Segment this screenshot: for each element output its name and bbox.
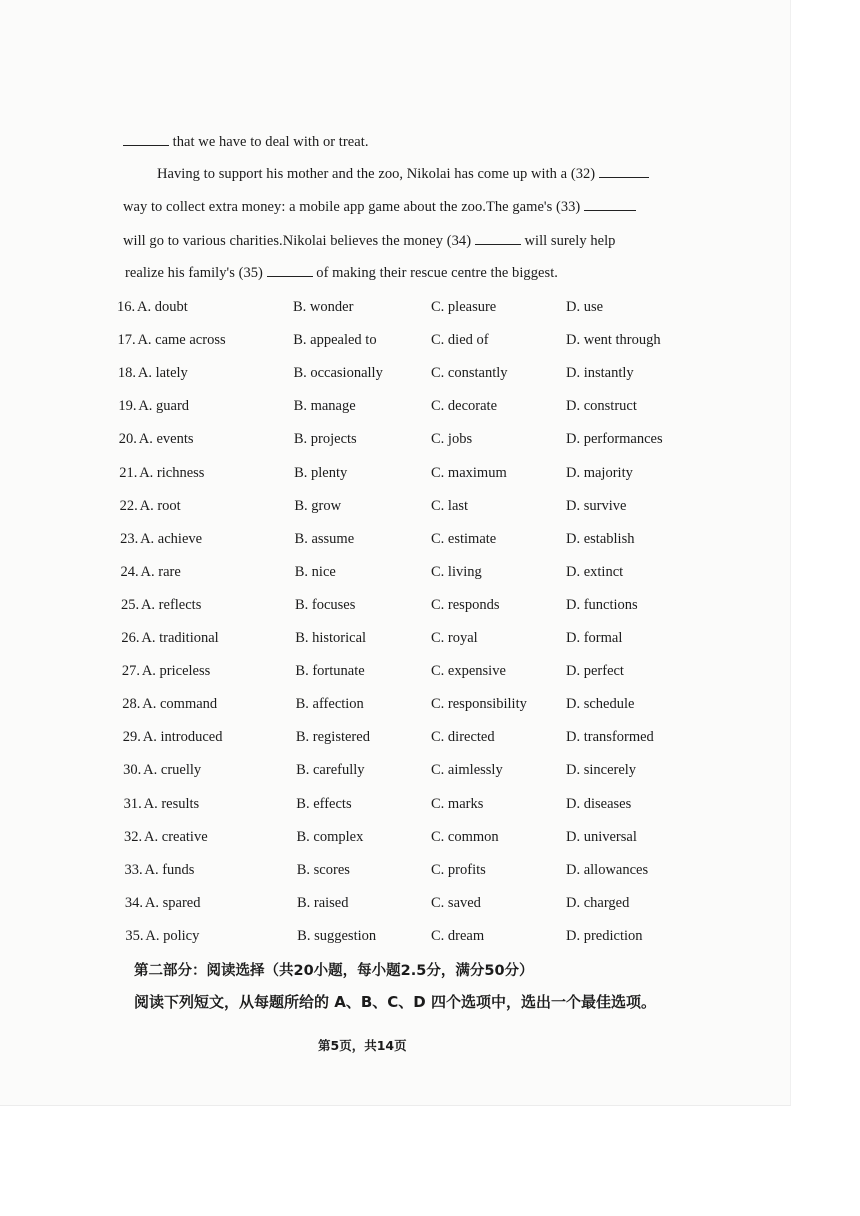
option-d: D. construct	[566, 398, 637, 415]
option-b: B. occasionally	[293, 365, 383, 382]
answer-blank-32	[599, 167, 649, 178]
passage-line-3-text: way to collect extra money: a mobile app game about the zoo.The game's	[123, 199, 553, 215]
section-instruction: 阅读下列短文，从每题所给的 A、B、C、D 四个选项中，选出一个最佳选项。	[134, 993, 656, 1011]
question-row	[0, 630, 760, 652]
option-c: C. jobs	[431, 431, 473, 448]
question-number: 34.	[124, 894, 144, 911]
option-c: C. royal	[431, 630, 478, 646]
option-c: C. profits	[431, 861, 486, 878]
option-a: A. reflects	[140, 596, 202, 613]
question-number: 23.	[120, 530, 139, 547]
question-number: 22.	[119, 497, 138, 514]
passage-line-5-text-b: of making their rescue centre the biggest.	[312, 265, 558, 281]
answer-blank-35	[267, 266, 313, 277]
passage-line-4	[123, 233, 615, 250]
option-b: B. nice	[294, 563, 336, 580]
passage-line-3	[123, 199, 636, 216]
passage-line-4-text-b: will surely help	[520, 233, 616, 249]
option-a: A. introduced	[142, 729, 223, 746]
question-row	[0, 531, 760, 553]
option-a: A. policy	[145, 927, 200, 944]
question-number: 33.	[124, 861, 143, 878]
option-b: B. effects	[296, 795, 352, 812]
option-a: A. came across	[137, 332, 226, 349]
passage-line-2-text: Having to support his mother and the zoo, Nikolai has come up with a	[157, 166, 568, 182]
question-row	[0, 663, 760, 685]
option-b: B. plenty	[294, 464, 348, 481]
option-b: B. suggestion	[297, 927, 377, 944]
option-b: B. appealed to	[293, 332, 377, 349]
question-number: 28.	[122, 696, 141, 713]
question-number: 17.	[117, 332, 136, 349]
question-row	[0, 498, 760, 520]
question-row	[0, 928, 760, 950]
option-a: A. command	[142, 696, 218, 713]
answer-blank-33	[584, 200, 636, 211]
option-c: C. decorate	[431, 398, 498, 415]
question-row	[0, 729, 760, 751]
blank-number-34: (34)	[443, 233, 475, 249]
question-row	[0, 762, 760, 784]
option-d: D. use	[566, 299, 604, 315]
option-c: C. constantly	[431, 365, 508, 382]
option-d: D. prediction	[566, 927, 643, 944]
blank-number-35: (35)	[234, 265, 267, 281]
option-b: B. grow	[294, 497, 342, 514]
option-d: D. majority	[566, 464, 633, 481]
passage-line-4-text-a: will go to various charities.Nikolai believes the money	[123, 233, 444, 249]
option-b: B. manage	[293, 398, 356, 415]
option-a: A. guard	[138, 398, 190, 415]
option-c: C. dream	[431, 927, 485, 944]
question-number: 21.	[119, 464, 138, 481]
question-row	[0, 895, 760, 917]
option-c: C. common	[431, 828, 499, 845]
question-number: 19.	[118, 398, 137, 415]
question-number: 32.	[124, 828, 143, 845]
option-b: B. historical	[295, 630, 367, 646]
option-a: A. cruelly	[143, 762, 202, 779]
question-number: 35.	[125, 927, 144, 944]
option-a: A. events	[138, 431, 194, 448]
option-d: D. extinct	[566, 563, 624, 580]
blank-number-33: (33)	[552, 199, 584, 215]
option-a: A. funds	[144, 861, 195, 878]
option-d: D. perfect	[566, 663, 624, 680]
question-row	[0, 332, 760, 354]
question-number: 26.	[121, 630, 140, 646]
option-b: B. raised	[296, 894, 349, 911]
option-a: A. achieve	[140, 530, 203, 547]
question-row	[0, 597, 760, 619]
passage-line-5-text-a: realize his family's	[125, 265, 235, 281]
question-row	[0, 564, 760, 586]
option-d: D. charged	[566, 894, 630, 911]
option-a: A. rare	[140, 563, 181, 580]
option-b: B. projects	[293, 431, 357, 448]
question-number: 20.	[118, 431, 137, 448]
question-row	[0, 796, 760, 818]
question-number: 30.	[123, 762, 142, 779]
question-number: 31.	[123, 795, 142, 812]
question-number: 29.	[122, 729, 141, 746]
option-a: A. spared	[144, 894, 201, 911]
option-b: B. assume	[294, 530, 355, 547]
answer-blank-34	[475, 234, 521, 245]
passage-line-1	[123, 134, 369, 151]
option-c: C. expensive	[431, 663, 506, 680]
option-a: A. priceless	[141, 663, 211, 680]
page-number: 第5页，共14页	[318, 1038, 407, 1053]
question-row	[0, 299, 760, 321]
option-c: C. maximum	[431, 464, 507, 481]
question-number: 24.	[120, 563, 139, 580]
option-c: C. last	[431, 497, 469, 514]
option-c: C. directed	[431, 729, 495, 746]
option-d: D. diseases	[566, 795, 632, 812]
question-row	[0, 431, 760, 453]
option-d: D. universal	[566, 828, 637, 845]
option-c: C. estimate	[431, 530, 497, 547]
option-c: C. aimlessly	[431, 762, 503, 779]
option-c: C. living	[431, 563, 482, 580]
section-title: 第二部分：阅读选择（共20小题，每小题2.5分，满分50分）	[134, 963, 534, 979]
option-c: C. marks	[431, 795, 484, 812]
option-d: D. instantly	[566, 365, 634, 382]
option-c: C. responsibility	[431, 696, 527, 713]
blank-number-32: (32)	[567, 166, 599, 182]
option-b: B. wonder	[293, 299, 354, 315]
option-a: A. traditional	[141, 630, 219, 646]
question-row	[0, 696, 760, 718]
option-d: D. formal	[566, 630, 623, 646]
answer-blank-31	[123, 135, 169, 146]
option-b: B. scores	[296, 861, 350, 878]
question-row	[0, 465, 760, 487]
question-row	[0, 829, 760, 851]
option-c: C. pleasure	[431, 299, 497, 315]
option-b: B. carefully	[296, 762, 365, 779]
option-a: A. richness	[139, 464, 205, 481]
option-d: D. schedule	[566, 696, 635, 713]
option-a: A. results	[143, 795, 200, 812]
passage-line-2	[157, 166, 649, 183]
option-b: B. complex	[296, 828, 364, 845]
option-d: D. sincerely	[566, 762, 637, 779]
passage-line-1-text: that we have to deal with or treat.	[169, 134, 369, 150]
question-number: 27.	[121, 663, 140, 680]
option-a: A. lately	[137, 365, 188, 382]
passage-line-5	[125, 265, 558, 282]
option-a: A. root	[139, 497, 181, 514]
option-c: C. saved	[431, 894, 481, 911]
option-b: B. registered	[295, 729, 370, 746]
option-d: D. functions	[566, 596, 638, 613]
question-row	[0, 398, 760, 420]
option-a: A. doubt	[137, 299, 188, 315]
option-b: B. fortunate	[295, 663, 365, 680]
question-number: 25.	[120, 596, 140, 613]
option-b: B. focuses	[294, 596, 356, 613]
option-d: D. establish	[566, 530, 635, 547]
question-number: 18.	[117, 365, 136, 382]
option-d: D. allowances	[566, 861, 649, 878]
option-c: C. responds	[431, 596, 500, 613]
option-a: A. creative	[144, 828, 208, 845]
question-number: 16.	[117, 299, 136, 315]
option-d: D. performances	[566, 431, 663, 448]
option-d: D. transformed	[566, 729, 654, 746]
option-d: D. survive	[566, 497, 627, 514]
question-row	[0, 862, 760, 884]
option-d: D. went through	[566, 332, 661, 349]
question-row	[0, 365, 760, 387]
option-b: B. affection	[295, 696, 364, 713]
option-c: C. died of	[431, 332, 489, 349]
